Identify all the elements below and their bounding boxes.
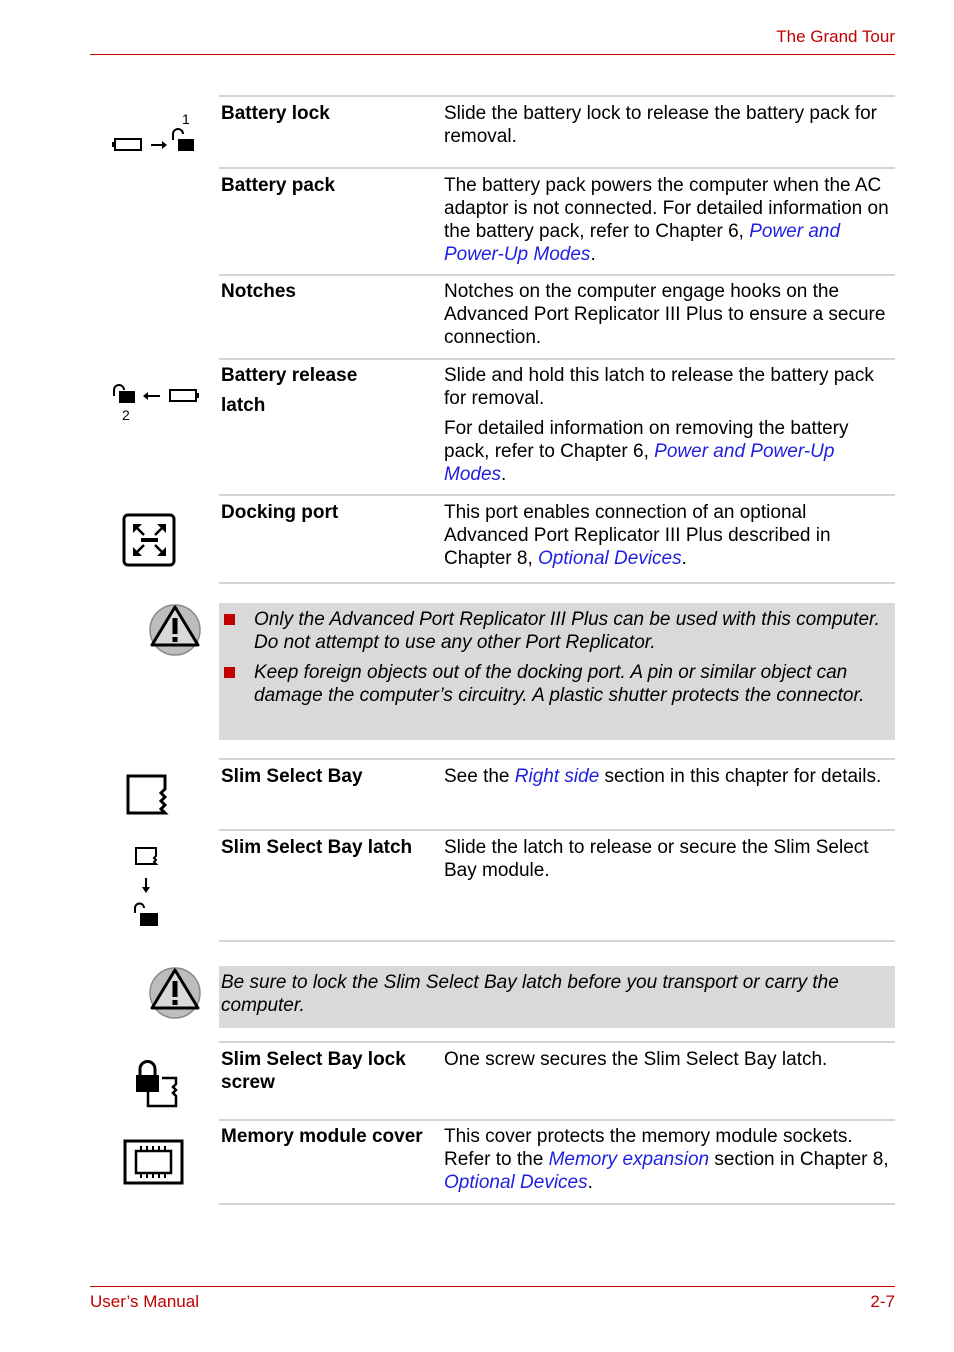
table-divider — [219, 940, 895, 942]
caution-box — [219, 966, 895, 1028]
term-battery-pack: Battery pack — [221, 175, 336, 196]
table-divider — [219, 1041, 895, 1043]
caution-icon — [148, 964, 202, 1020]
caution-text: Be sure to lock the Slim Select Bay latch before you transport or carry the computer. — [221, 972, 839, 1016]
link-right-side[interactable]: Right side — [514, 766, 600, 787]
term-battery-lock: Battery lock — [221, 103, 330, 124]
term-battery-release-latch: Battery release latch — [221, 365, 358, 416]
battery-release-callout: 2 — [122, 407, 130, 423]
docking-port-icon — [122, 513, 177, 567]
footer-manual-title: User’s Manual — [90, 1292, 199, 1311]
table-divider — [219, 1119, 895, 1121]
term-memory-module-cover: Memory module cover — [221, 1126, 423, 1147]
table-divider — [219, 1203, 895, 1205]
table-divider — [219, 494, 895, 496]
link-power-modes[interactable]: Power and Power-Up Modes — [444, 221, 841, 265]
battery-release-latch-icon — [110, 376, 202, 424]
desc-notches: Notches on the computer engage hooks on the Advanced Port Replicator III Plus to ensure a secure connection. — [444, 281, 886, 348]
desc-slim-select-bay: See the Right side section in this chapter for details. — [444, 766, 882, 787]
desc-docking-port: This port enables connection of an optional Advanced Port Replicator III Plus described in Chapter 8, Optional Devices. — [444, 502, 831, 569]
battery-lock-callout: 1 — [182, 111, 190, 127]
slim-select-bay-icon — [125, 773, 170, 817]
slim-select-bay-lock-screw-icon — [132, 1058, 182, 1110]
bullet-square — [224, 614, 235, 625]
caution-bullet: Only the Advanced Port Replicator III Plus can be used with this computer. Do not attempt to use any other Port Replicator. — [219, 608, 895, 654]
desc-slim-select-bay-latch: Slide the latch to release or secure the Slim Select Bay module. — [444, 837, 869, 881]
term-slim-select-bay-latch: Slim Select Bay latch — [221, 837, 413, 858]
battery-lock-icon — [110, 110, 202, 155]
caution-icon — [148, 601, 202, 657]
bullet-square — [224, 667, 235, 678]
page-number: 2-7 — [870, 1292, 895, 1311]
caution-box — [219, 603, 895, 740]
table-divider — [219, 167, 895, 169]
table-divider — [219, 274, 895, 276]
link-optional-devices[interactable]: Optional Devices — [444, 1172, 588, 1193]
link-power-modes[interactable]: Power and Power-Up Modes — [444, 441, 835, 485]
slim-select-bay-latch-icon — [128, 845, 163, 929]
header-rule — [90, 54, 895, 55]
table-divider — [219, 758, 895, 760]
table-divider — [219, 358, 895, 360]
running-header: The Grand Tour — [776, 27, 895, 46]
desc-battery-pack: The battery pack powers the computer when the AC adaptor is not connected. For detailed information on the battery pack, refer to Chapter 6, Power and Power-Up Modes. — [444, 175, 889, 265]
footer-rule — [90, 1286, 895, 1287]
table-divider — [219, 829, 895, 831]
desc-battery-lock: Slide the battery lock to release the battery pack for removal. — [444, 103, 878, 147]
link-optional-devices[interactable]: Optional Devices — [538, 548, 682, 569]
desc-lock-screw: One screw secures the Slim Select Bay latch. — [444, 1049, 828, 1070]
table-divider — [219, 582, 895, 584]
term-docking-port: Docking port — [221, 502, 339, 523]
table-divider — [219, 95, 895, 97]
term-slim-select-bay: Slim Select Bay — [221, 766, 363, 787]
term-lock-screw: Slim Select Bay lock screw — [221, 1049, 406, 1093]
desc-battery-release-latch: Slide and hold this latch to release the battery pack for removal. For detailed information on removing the battery pack, refer to Chapter 6, Power and Power-Up Modes. — [444, 365, 874, 485]
term-notches: Notches — [221, 281, 296, 302]
desc-memory-module-cover: This cover protects the memory module sockets. Refer to the Memory expansion section in Chapter 8, Optional Devices. — [444, 1126, 889, 1193]
caution-bullet: Keep foreign objects out of the docking port. A pin or similar object can damage the computer’s circuitry. A plastic shutter protects the connector. — [219, 661, 895, 707]
memory-module-icon — [122, 1138, 185, 1186]
link-memory-expansion[interactable]: Memory expansion — [548, 1149, 710, 1170]
